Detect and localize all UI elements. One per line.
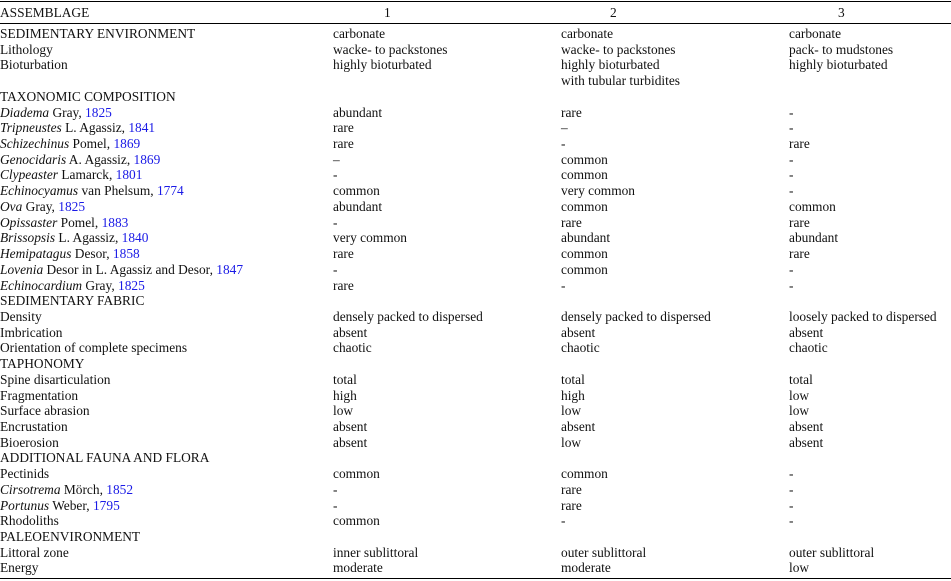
assemblage-3-value: rare <box>789 214 810 230</box>
header-column-3: 3 <box>838 5 845 20</box>
assemblage-2-value: - <box>561 277 566 293</box>
assemblage-1-value: abundant <box>333 104 383 120</box>
table-row <box>0 388 951 404</box>
table-row <box>0 57 951 88</box>
assemblage-1-value: densely packed to dispersed <box>333 308 483 324</box>
genus-name: Clypeaster <box>0 167 59 183</box>
assemblage-2-value: - <box>561 136 566 152</box>
citation-year-link[interactable]: 1801 <box>115 167 143 183</box>
table-row <box>0 372 951 388</box>
genus-name: Tripneustes <box>0 120 62 136</box>
citation-year-link[interactable]: 1774 <box>156 183 184 199</box>
assemblage-2-value: wacke- to packstones <box>561 41 676 57</box>
assemblage-2-value: carbonate <box>561 26 614 41</box>
assemblage-1-value: rare <box>333 277 354 293</box>
row-label: Bioerosion <box>0 434 59 450</box>
taxon-author: L. Agassiz, <box>55 230 122 246</box>
taxon-name <box>0 498 120 514</box>
assemblage-2-value: rare <box>561 104 582 120</box>
assemblage-3-value: - <box>789 497 794 513</box>
assemblage-2-value: low <box>561 434 582 450</box>
assemblage-2-value: common <box>561 261 608 277</box>
citation-year-link[interactable]: 1869 <box>133 151 161 167</box>
header-column-1: 1 <box>384 5 391 20</box>
table-row <box>0 560 951 576</box>
assemblage-1-value: carbonate <box>333 26 386 41</box>
section-row <box>0 450 951 466</box>
assemblage-1-value: common <box>333 466 380 482</box>
section-heading: PALEOENVIRONMENT <box>0 529 141 544</box>
assemblage-2-value: rare <box>561 481 582 497</box>
genus-name: Genocidaris <box>0 151 67 167</box>
section-heading: TAXONOMIC COMPOSITION <box>0 88 176 104</box>
assemblage-2-value: chaotic <box>561 340 600 356</box>
header-label: ASSEMBLAGE <box>0 5 90 20</box>
assemblage-2-value: very common <box>561 183 636 199</box>
assemblage-2-value: common <box>561 198 608 214</box>
table-row <box>0 513 951 529</box>
section-row <box>0 529 951 545</box>
assemblage-3-value: - <box>789 261 794 277</box>
genus-name: Lovenia <box>0 261 44 277</box>
table-row <box>0 152 951 168</box>
assemblage-3-value: - <box>789 481 794 497</box>
assemblage-2-value: high <box>561 387 585 403</box>
table-row <box>0 482 951 498</box>
assemblage-3-value: absent <box>789 324 824 340</box>
assemblage-3-value: low <box>789 403 810 419</box>
citation-year-link[interactable]: 1847 <box>216 261 244 277</box>
assemblage-1-value: – <box>333 151 340 167</box>
genus-name: Echinocardium <box>0 277 83 293</box>
row-label: Littoral zone <box>0 544 69 560</box>
assemblage-3-value: outer sublittoral <box>789 544 875 560</box>
taxon-name <box>0 105 112 121</box>
row-label: Lithology <box>0 41 53 57</box>
assemblage-3-value: - <box>789 120 794 136</box>
row-label: Bioturbation <box>0 57 68 73</box>
assemblage-2-value: rare <box>561 497 582 513</box>
table-row <box>0 136 951 152</box>
taxon-author: Gray, <box>49 104 86 120</box>
header-column-2: 2 <box>610 5 617 20</box>
assemblage-3-value: absent <box>789 434 824 450</box>
table-row <box>0 466 951 482</box>
assemblage-3-value: pack- to mudstones <box>789 41 894 57</box>
table-row <box>0 309 951 325</box>
assemblage-1-value: absent <box>333 434 368 450</box>
genus-name: Schizechinus <box>0 136 70 152</box>
taxon-name <box>0 183 184 199</box>
row-label: Fragmentation <box>0 387 79 403</box>
taxon-author: L. Agassiz, <box>61 120 129 136</box>
row-label: Orientation of complete specimens <box>0 340 188 356</box>
taxon-name <box>0 230 148 246</box>
genus-name: Echinocyamus <box>0 183 79 199</box>
assemblage-2-value: densely packed to dispersed <box>561 308 711 324</box>
taxon-name <box>0 199 85 215</box>
assemblage-1-value: highly bioturbated <box>333 57 432 73</box>
table-row <box>0 105 951 121</box>
assemblage-1-value: very common <box>333 230 408 246</box>
taxon-author: van Phelsum, <box>78 183 157 199</box>
taxon-name <box>0 167 142 183</box>
taxon-author: Pomel, <box>57 214 102 230</box>
assemblage-1-value: common <box>333 513 380 529</box>
assemblage-1-value: wacke- to packstones <box>333 41 448 57</box>
genus-name: Brissopsis <box>0 230 56 246</box>
assemblage-2-value: absent <box>561 418 596 434</box>
assemblage-3-value: absent <box>789 418 824 434</box>
table-row <box>0 246 951 262</box>
assemblage-3-value: total <box>789 371 813 387</box>
citation-year-link[interactable]: 1858 <box>112 246 140 262</box>
assemblage-1-value: inner sublittoral <box>333 544 419 560</box>
assemblage-1-value: rare <box>333 136 354 152</box>
assemblage-1-value: absent <box>333 324 368 340</box>
genus-name: Cirsotrema <box>0 481 61 497</box>
assemblage-1-value: chaotic <box>333 340 372 356</box>
table-top-rule <box>0 1 951 2</box>
taxon-name <box>0 482 133 498</box>
section-heading: SEDIMENTARY ENVIRONMENT <box>0 26 196 41</box>
assemblage-2-value: common <box>561 167 608 183</box>
assemblage-1-value: - <box>333 481 338 497</box>
assemblage-3-value: - <box>789 104 794 120</box>
assemblage-2-value: - <box>561 513 566 529</box>
assemblage-3-value: - <box>789 183 794 199</box>
assemblage-1-value: rare <box>333 120 354 136</box>
assemblage-2-value: total <box>561 371 585 387</box>
table-row <box>0 435 951 451</box>
citation-year-link[interactable]: 1869 <box>113 136 141 152</box>
assemblage-2-value: outer sublittoral <box>561 544 647 560</box>
section-heading: SEDIMENTARY FABRIC <box>0 293 145 309</box>
taxon-author: Desor, <box>71 246 113 262</box>
assemblage-3-value: common <box>789 198 836 214</box>
assemblage-1-value: low <box>333 403 354 419</box>
table-body <box>0 26 951 576</box>
assemblage-1-value: common <box>333 183 380 199</box>
value-line: highly bioturbated <box>561 57 660 73</box>
taxon-name <box>0 120 155 136</box>
row-label: Encrustation <box>0 418 68 434</box>
genus-name: Opissaster <box>0 214 58 230</box>
taxon-name <box>0 215 128 231</box>
section-row <box>0 356 951 372</box>
section-heading: ADDITIONAL FAUNA AND FLORA <box>0 450 210 466</box>
table-row <box>0 262 951 278</box>
table-row <box>0 325 951 341</box>
assemblage-3-value: highly bioturbated <box>789 57 888 73</box>
citation-year-link[interactable]: 1825 <box>118 277 145 293</box>
assemblage-3-value: loosely packed to dispersed <box>789 308 937 324</box>
genus-name: Ova <box>0 198 23 214</box>
taxon-author: Desor in L. Agassiz and Desor, <box>43 261 217 277</box>
genus-name: Diadema <box>0 104 50 120</box>
taxon-author: Lamarck, <box>58 167 116 183</box>
genus-name: Hemipatagus <box>0 246 72 262</box>
value-line-extra: with tubular turbidites <box>561 73 681 89</box>
table-row <box>0 167 951 183</box>
assemblage-1-value: moderate <box>333 560 383 576</box>
table-bottom-rule <box>0 578 951 579</box>
row-label: Energy <box>0 560 39 576</box>
table-row <box>0 403 951 419</box>
assemblage-1-value: - <box>333 497 338 513</box>
assemblage-3-value: - <box>789 277 794 293</box>
assemblage-1-value: rare <box>333 246 354 262</box>
assemblage-1-value: - <box>333 261 338 277</box>
assemblage-2-value <box>561 57 680 88</box>
table-row <box>0 498 951 514</box>
row-label: Imbrication <box>0 324 63 340</box>
taxon-author: Gray, <box>22 198 59 214</box>
assemblage-3-value: carbonate <box>789 26 842 41</box>
citation-year-link[interactable]: 1883 <box>101 214 129 230</box>
assemblage-2-value: common <box>561 466 608 482</box>
row-label: Spine disarticulation <box>0 371 111 387</box>
taxon-author: Weber, <box>49 497 93 513</box>
taxon-author: A. Agassiz, <box>66 151 134 167</box>
taxon-name <box>0 136 140 152</box>
assemblage-2-value: abundant <box>561 230 611 246</box>
assemblage-3-value: - <box>789 167 794 183</box>
assemblage-2-value: common <box>561 246 608 262</box>
assemblage-3-value: abundant <box>789 230 839 246</box>
assemblage-3-value: - <box>789 466 794 482</box>
assemblage-2-value: absent <box>561 324 596 340</box>
table-row <box>0 419 951 435</box>
citation-year-link[interactable]: 1825 <box>85 104 112 120</box>
row-label: Surface abrasion <box>0 403 90 419</box>
genus-name: Portunus <box>0 497 50 513</box>
assemblage-3-value: - <box>789 151 794 167</box>
assemblage-2-value: low <box>561 403 582 419</box>
assemblage-3-value: - <box>789 513 794 529</box>
taxon-name <box>0 262 243 278</box>
row-label: Density <box>0 308 42 324</box>
taxon-author: Pomel, <box>69 136 114 152</box>
taxon-name <box>0 152 160 168</box>
table-row <box>0 230 951 246</box>
assemblage-3-value: low <box>789 387 810 403</box>
taxon-name <box>0 246 140 262</box>
row-label: Pectinids <box>0 466 50 482</box>
assemblage-3-value: rare <box>789 246 810 262</box>
assemblage-3-value: chaotic <box>789 340 828 356</box>
citation-year-link[interactable]: 1825 <box>58 198 86 214</box>
assemblage-3-value: rare <box>789 136 810 152</box>
table-row <box>0 42 951 58</box>
table-row <box>0 120 951 136</box>
section-row <box>0 26 951 42</box>
table-header <box>0 4 951 21</box>
assemblage-1-value: - <box>333 214 338 230</box>
taxon-author: Gray, <box>82 277 119 293</box>
assemblage-2-value: – <box>561 120 568 136</box>
assemblage-1-value: abundant <box>333 198 383 214</box>
citation-year-link[interactable]: 1840 <box>121 230 149 246</box>
table-row <box>0 199 951 215</box>
citation-year-link[interactable]: 1852 <box>106 481 134 497</box>
assemblage-2-value: rare <box>561 214 582 230</box>
section-row <box>0 293 951 309</box>
row-label: Rhodoliths <box>0 513 59 529</box>
table-row <box>0 215 951 231</box>
assemblage-2-value: moderate <box>561 560 611 576</box>
assemblage-1-value: high <box>333 387 357 403</box>
assemblage-2-value: common <box>561 151 608 167</box>
table-header-rule <box>0 23 951 24</box>
table-row <box>0 545 951 561</box>
taxon-name <box>0 278 145 294</box>
table-row <box>0 340 951 356</box>
table-row <box>0 278 951 294</box>
taxon-author: Mörch, <box>60 481 107 497</box>
citation-year-link[interactable]: 1841 <box>128 120 156 136</box>
table-row <box>0 183 951 199</box>
section-heading: TAPHONOMY <box>0 356 85 372</box>
assemblage-1-value: absent <box>333 418 368 434</box>
assemblage-1-value: total <box>333 371 357 387</box>
assemblage-3-value: low <box>789 560 810 576</box>
section-row <box>0 89 951 105</box>
citation-year-link[interactable]: 1795 <box>92 497 120 513</box>
assemblage-1-value: - <box>333 167 338 183</box>
